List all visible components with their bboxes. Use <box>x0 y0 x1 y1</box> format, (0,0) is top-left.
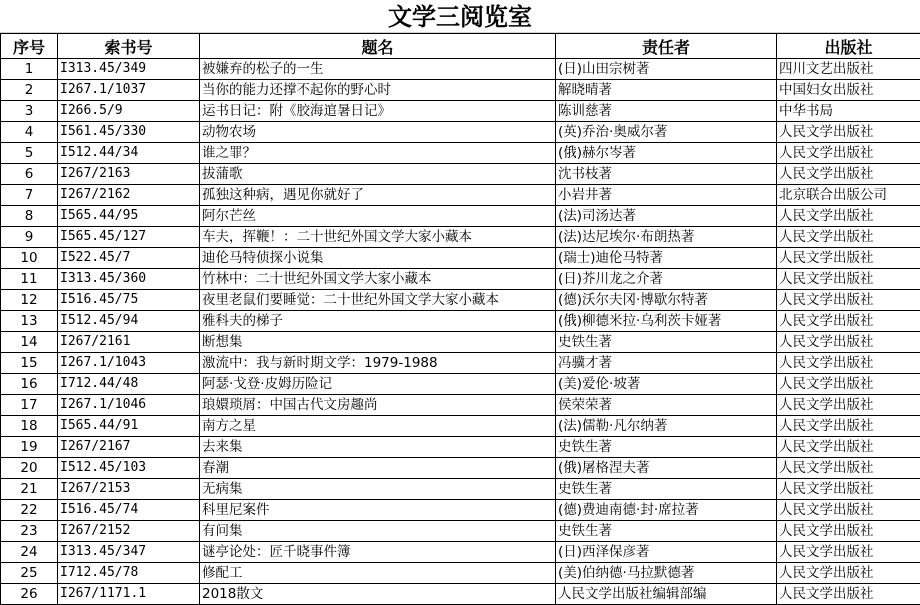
cell-title: 修配工 <box>200 563 556 584</box>
cell-title: 阿瑟·戈登·皮姆历险记 <box>200 374 556 395</box>
cell-publisher: 人民文学出版社 <box>777 353 920 374</box>
cell-call-number: I565.44/95 <box>58 206 200 227</box>
cell-index: 25 <box>1 563 58 584</box>
table-row <box>1 185 920 206</box>
cell-index: 8 <box>1 206 58 227</box>
cell-publisher: 人民文学出版社 <box>777 290 920 311</box>
cell-call-number: I512.45/94 <box>58 311 200 332</box>
cell-title: 断想集 <box>200 332 556 353</box>
table-row <box>1 521 920 542</box>
cell-call-number: I267/2162 <box>58 185 200 206</box>
cell-index: 3 <box>1 101 58 122</box>
cell-index: 12 <box>1 290 58 311</box>
cell-title: 南方之星 <box>200 416 556 437</box>
cell-call-number: I565.45/127 <box>58 227 200 248</box>
cell-index: 20 <box>1 458 58 479</box>
cell-index: 13 <box>1 311 58 332</box>
cell-index: 17 <box>1 395 58 416</box>
cell-author: 冯骥才著 <box>556 353 777 374</box>
cell-author: 史铁生著 <box>556 521 777 542</box>
cell-call-number: I313.45/360 <box>58 269 200 290</box>
cell-title: 车夫，挥鞭！：二十世纪外国文学大家小藏本 <box>200 227 556 248</box>
cell-call-number: I516.45/74 <box>58 500 200 521</box>
cell-title: 竹林中：二十世纪外国文学大家小藏本 <box>200 269 556 290</box>
table-row <box>1 143 920 164</box>
cell-index: 9 <box>1 227 58 248</box>
cell-author: (俄)屠格涅夫著 <box>556 458 777 479</box>
cell-publisher: 中国妇女出版社 <box>777 80 920 101</box>
cell-call-number: I267/2163 <box>58 164 200 185</box>
cell-publisher: 人民文学出版社 <box>777 479 920 500</box>
cell-author: (俄)赫尔岑著 <box>556 143 777 164</box>
cell-title: 2018散文 <box>200 584 556 605</box>
cell-title: 孤独这种病，遇见你就好了 <box>200 185 556 206</box>
cell-author: 小岩井著 <box>556 185 777 206</box>
table-row <box>1 122 920 143</box>
table-row <box>1 353 920 374</box>
cell-call-number: I266.5/9 <box>58 101 200 122</box>
table-row <box>1 563 920 584</box>
cell-title: 谁之罪？ <box>200 143 556 164</box>
cell-index: 19 <box>1 437 58 458</box>
table-row <box>1 374 920 395</box>
cell-title: 被嫌弃的松子的一生 <box>200 59 556 80</box>
cell-index: 24 <box>1 542 58 563</box>
cell-author: (美)爱伦·坡著 <box>556 374 777 395</box>
table-row <box>1 290 920 311</box>
cell-publisher: 人民文学出版社 <box>777 248 920 269</box>
cell-index: 1 <box>1 59 58 80</box>
cell-call-number: I712.44/48 <box>58 374 200 395</box>
cell-publisher: 人民文学出版社 <box>777 500 920 521</box>
cell-call-number: I565.44/91 <box>58 416 200 437</box>
cell-author: 沈书枝著 <box>556 164 777 185</box>
cell-author: (法)达尼埃尔·布朗热著 <box>556 227 777 248</box>
table-row <box>1 500 920 521</box>
cell-call-number: I512.45/103 <box>58 458 200 479</box>
cell-call-number: I267.1/1046 <box>58 395 200 416</box>
cell-title: 有问集 <box>200 521 556 542</box>
table-row <box>1 584 920 605</box>
cell-author: (俄)柳德米拉·乌利茨卡娅著 <box>556 311 777 332</box>
cell-author: 侯荣荣著 <box>556 395 777 416</box>
table-row <box>1 206 920 227</box>
cell-index: 5 <box>1 143 58 164</box>
cell-index: 22 <box>1 500 58 521</box>
cell-index: 15 <box>1 353 58 374</box>
book-table <box>0 33 920 605</box>
cell-publisher: 人民文学出版社 <box>777 416 920 437</box>
cell-publisher: 人民文学出版社 <box>777 521 920 542</box>
cell-call-number: I313.45/347 <box>58 542 200 563</box>
table-row <box>1 416 920 437</box>
table-row <box>1 437 920 458</box>
table-row <box>1 101 920 122</box>
cell-index: 21 <box>1 479 58 500</box>
cell-call-number: I313.45/349 <box>58 59 200 80</box>
cell-author: (德)费迪南德·封·席拉著 <box>556 500 777 521</box>
cell-author: (美)伯纳德·马拉默德著 <box>556 563 777 584</box>
cell-author: 史铁生著 <box>556 479 777 500</box>
cell-title: 激流中：我与新时期文学：1979-1988 <box>200 353 556 374</box>
cell-publisher: 人民文学出版社 <box>777 395 920 416</box>
cell-author: (日)西泽保彦著 <box>556 542 777 563</box>
cell-index: 2 <box>1 80 58 101</box>
cell-publisher: 人民文学出版社 <box>777 542 920 563</box>
cell-publisher: 人民文学出版社 <box>777 584 920 605</box>
cell-publisher: 中华书局 <box>777 101 920 122</box>
cell-author: 史铁生著 <box>556 437 777 458</box>
table-row <box>1 80 920 101</box>
header-publisher: 出版社 <box>777 34 920 59</box>
cell-author: (法)司汤达著 <box>556 206 777 227</box>
cell-publisher: 北京联合出版公司 <box>777 185 920 206</box>
cell-author: (法)儒勒·凡尔纳著 <box>556 416 777 437</box>
cell-index: 4 <box>1 122 58 143</box>
cell-title: 拔蒲歌 <box>200 164 556 185</box>
cell-author: 人民文学出版社编辑部编 <box>556 584 777 605</box>
cell-author: (日)山田宗树著 <box>556 59 777 80</box>
cell-index: 26 <box>1 584 58 605</box>
header-call-number: 索书号 <box>58 34 200 59</box>
cell-title: 谜亭论处：匠千晓事件簿 <box>200 542 556 563</box>
cell-publisher: 人民文学出版社 <box>777 122 920 143</box>
table-row <box>1 542 920 563</box>
cell-title: 春潮 <box>200 458 556 479</box>
cell-author: (德)沃尔夫冈·博歇尔特著 <box>556 290 777 311</box>
cell-call-number: I516.45/75 <box>58 290 200 311</box>
table-row <box>1 248 920 269</box>
cell-publisher: 人民文学出版社 <box>777 374 920 395</box>
cell-call-number: I267/2152 <box>58 521 200 542</box>
cell-call-number: I512.44/34 <box>58 143 200 164</box>
cell-call-number: I267/2153 <box>58 479 200 500</box>
cell-title: 夜里老鼠们要睡觉：二十世纪外国文学大家小藏本 <box>200 290 556 311</box>
cell-title: 迪伦马特侦探小说集 <box>200 248 556 269</box>
table-row <box>1 332 920 353</box>
cell-title: 无病集 <box>200 479 556 500</box>
cell-publisher: 人民文学出版社 <box>777 164 920 185</box>
cell-author: 解晓晴著 <box>556 80 777 101</box>
header-index: 序号 <box>1 34 58 59</box>
cell-author: 陈训慈著 <box>556 101 777 122</box>
cell-title: 科里尼案件 <box>200 500 556 521</box>
cell-call-number: I561.45/330 <box>58 122 200 143</box>
table-row <box>1 164 920 185</box>
cell-call-number: I267/1171.1 <box>58 584 200 605</box>
cell-publisher: 四川文艺出版社 <box>777 59 920 80</box>
cell-publisher: 人民文学出版社 <box>777 269 920 290</box>
cell-call-number: I267/2167 <box>58 437 200 458</box>
header-author: 责任者 <box>556 34 777 59</box>
header-row <box>1 34 920 59</box>
cell-author: (瑞士)迪伦马特著 <box>556 248 777 269</box>
cell-publisher: 人民文学出版社 <box>777 311 920 332</box>
table-row <box>1 458 920 479</box>
cell-publisher: 人民文学出版社 <box>777 437 920 458</box>
table-row <box>1 311 920 332</box>
cell-author: (英)乔治·奥威尔著 <box>556 122 777 143</box>
cell-index: 10 <box>1 248 58 269</box>
header-title: 题名 <box>200 34 556 59</box>
cell-publisher: 人民文学出版社 <box>777 143 920 164</box>
cell-call-number: I267/2161 <box>58 332 200 353</box>
table-row <box>1 269 920 290</box>
cell-title: 当你的能力还撑不起你的野心时 <box>200 80 556 101</box>
cell-publisher: 人民文学出版社 <box>777 227 920 248</box>
table-row <box>1 395 920 416</box>
cell-call-number: I522.45/7 <box>58 248 200 269</box>
cell-index: 18 <box>1 416 58 437</box>
cell-author: (日)芥川龙之介著 <box>556 269 777 290</box>
cell-publisher: 人民文学出版社 <box>777 206 920 227</box>
cell-index: 7 <box>1 185 58 206</box>
cell-title: 雅科夫的梯子 <box>200 311 556 332</box>
cell-publisher: 人民文学出版社 <box>777 332 920 353</box>
cell-index: 23 <box>1 521 58 542</box>
cell-call-number: I712.45/78 <box>58 563 200 584</box>
cell-index: 6 <box>1 164 58 185</box>
cell-title: 琅嬛琐屑：中国古代文房趣尚 <box>200 395 556 416</box>
cell-index: 11 <box>1 269 58 290</box>
cell-title: 去来集 <box>200 437 556 458</box>
cell-call-number: I267.1/1043 <box>58 353 200 374</box>
cell-title: 阿尔芒丝 <box>200 206 556 227</box>
table-row <box>1 479 920 500</box>
cell-title: 运书日记：附《胶海逭暑日记》 <box>200 101 556 122</box>
page-title: 文学三阅览室 <box>0 0 920 32</box>
cell-index: 14 <box>1 332 58 353</box>
cell-index: 16 <box>1 374 58 395</box>
table-row <box>1 227 920 248</box>
cell-author: 史铁生著 <box>556 332 777 353</box>
table-row <box>1 59 920 80</box>
cell-title: 动物农场 <box>200 122 556 143</box>
cell-call-number: I267.1/1037 <box>58 80 200 101</box>
cell-publisher: 人民文学出版社 <box>777 458 920 479</box>
cell-publisher: 人民文学出版社 <box>777 563 920 584</box>
